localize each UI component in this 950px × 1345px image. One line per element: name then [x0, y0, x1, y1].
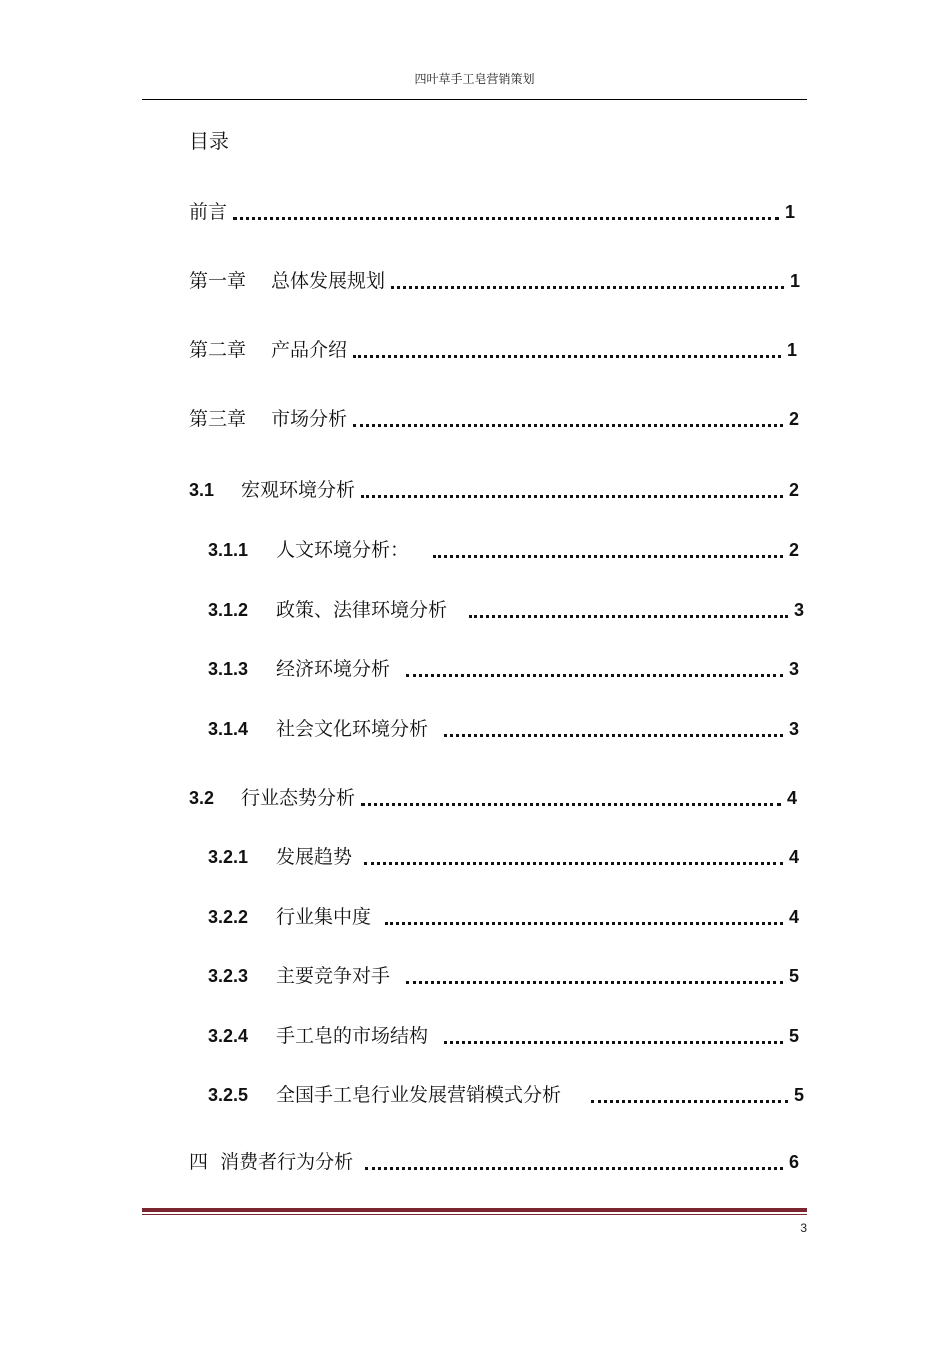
toc-entry-3-2-3[interactable]	[208, 962, 799, 990]
toc-entry-text: 政策、法律环境分析	[276, 599, 448, 621]
toc-entry-text: 人文环境分析：	[276, 539, 410, 561]
toc-entry-3-2[interactable]	[189, 784, 797, 812]
page-header-title: 四叶草手工皂营销策划	[414, 72, 535, 86]
toc-entry-page: 4	[788, 847, 799, 867]
toc-entry-3-2-2[interactable]	[208, 903, 799, 931]
toc-leader-dots	[406, 673, 783, 677]
toc-leader-dots	[444, 1040, 783, 1044]
toc-entry-page: 4	[786, 788, 797, 808]
toc-entry-chapter-1[interactable]	[189, 267, 800, 295]
toc-entry-number: 3.1	[189, 480, 215, 500]
toc-entry-page: 1	[784, 202, 795, 222]
toc-entry-page: 4	[788, 907, 799, 927]
toc-entry-3-2-5[interactable]	[208, 1081, 804, 1109]
toc-entry-chapter-3[interactable]	[189, 405, 799, 433]
toc-entry-page: 3	[793, 600, 804, 620]
toc-entry-text: 行业态势分析	[241, 787, 356, 809]
toc-entry-text: 第一章 总体发展规划	[189, 270, 386, 292]
toc-leader-dots	[444, 733, 783, 737]
toc-entry-3-1[interactable]	[189, 476, 799, 504]
toc-entry-number: 3.2	[189, 788, 215, 808]
toc-leader-dots	[591, 1099, 788, 1103]
toc-entry-number: 3.2.5	[208, 1085, 249, 1105]
page-number: 3	[800, 1221, 807, 1235]
toc-leader-dots	[361, 802, 781, 806]
toc-entry-page: 6	[788, 1152, 799, 1172]
toc-entry-page: 2	[788, 409, 799, 429]
toc-leader-dots	[361, 494, 783, 498]
toc-entry-text: 全国手工皂行业发展营销模式分析	[276, 1084, 562, 1106]
toc-entry-number: 3.1.2	[208, 600, 249, 620]
toc-entry-text: 手工皂的市场结构	[276, 1025, 429, 1047]
toc-entry-text: 第三章 市场分析	[189, 408, 348, 430]
toc-leader-dots	[364, 861, 783, 865]
toc-entry-3-2-1[interactable]	[208, 843, 799, 871]
toc-entry-number: 3.1.4	[208, 719, 249, 739]
toc-entry-3-1-3[interactable]	[208, 655, 799, 683]
toc-entry-page: 2	[788, 480, 799, 500]
toc-entry-text: 发展趋势	[276, 846, 353, 868]
toc-entry-text: 社会文化环境分析	[276, 718, 429, 740]
toc-leader-dots	[469, 614, 788, 618]
toc-leader-dots	[391, 285, 784, 289]
toc-entry-chapter-2[interactable]	[189, 336, 797, 364]
toc-leader-dots	[353, 354, 781, 358]
toc-entry-page: 3	[788, 719, 799, 739]
toc-entry-page: 2	[788, 540, 799, 560]
toc-entry-text: 经济环境分析	[276, 658, 391, 680]
toc-entry-page: 5	[788, 966, 799, 986]
toc-entry-text: 前言	[189, 201, 228, 223]
toc-entry-page: 3	[788, 659, 799, 679]
toc-entry-number: 3.2.4	[208, 1026, 249, 1046]
toc-entry-preface[interactable]	[189, 198, 795, 226]
toc-entry-chapter-4[interactable]	[189, 1148, 799, 1176]
toc-entry-3-1-4[interactable]	[208, 715, 799, 743]
toc-leader-dots	[365, 1166, 783, 1170]
header-rule	[142, 99, 807, 100]
toc-entry-text: 第二章 产品介绍	[189, 339, 348, 361]
toc-entry-3-1-2[interactable]	[208, 596, 804, 624]
toc-entry-number: 3.2.3	[208, 966, 249, 986]
toc-leader-dots	[406, 980, 783, 984]
toc-entry-page: 5	[788, 1026, 799, 1046]
toc-entry-page: 5	[793, 1085, 804, 1105]
toc-entry-number: 3.2.1	[208, 847, 249, 867]
toc-title: 目录	[189, 129, 229, 153]
toc-leader-dots	[433, 554, 783, 558]
toc-entry-number: 3.1.3	[208, 659, 249, 679]
toc-entry-page: 1	[786, 340, 797, 360]
toc-entry-3-2-4[interactable]	[208, 1022, 799, 1050]
toc-entry-3-1-1[interactable]	[208, 536, 799, 564]
toc-leader-dots	[353, 423, 783, 427]
toc-leader-dots	[385, 921, 783, 925]
toc-entry-number: 3.1.1	[208, 540, 249, 560]
toc-entry-text: 主要竞争对手	[276, 965, 391, 987]
footer-rule-thick	[142, 1208, 807, 1212]
toc-entry-text: 行业集中度	[276, 906, 372, 928]
footer-rule-thin	[142, 1214, 807, 1215]
toc-entry-text: 宏观环境分析	[241, 479, 356, 501]
toc-leader-dots	[233, 216, 779, 220]
toc-entry-number: 3.2.2	[208, 907, 249, 927]
toc-entry-text: 四 消费者行为分析	[189, 1151, 354, 1173]
toc-entry-page: 1	[789, 271, 800, 291]
